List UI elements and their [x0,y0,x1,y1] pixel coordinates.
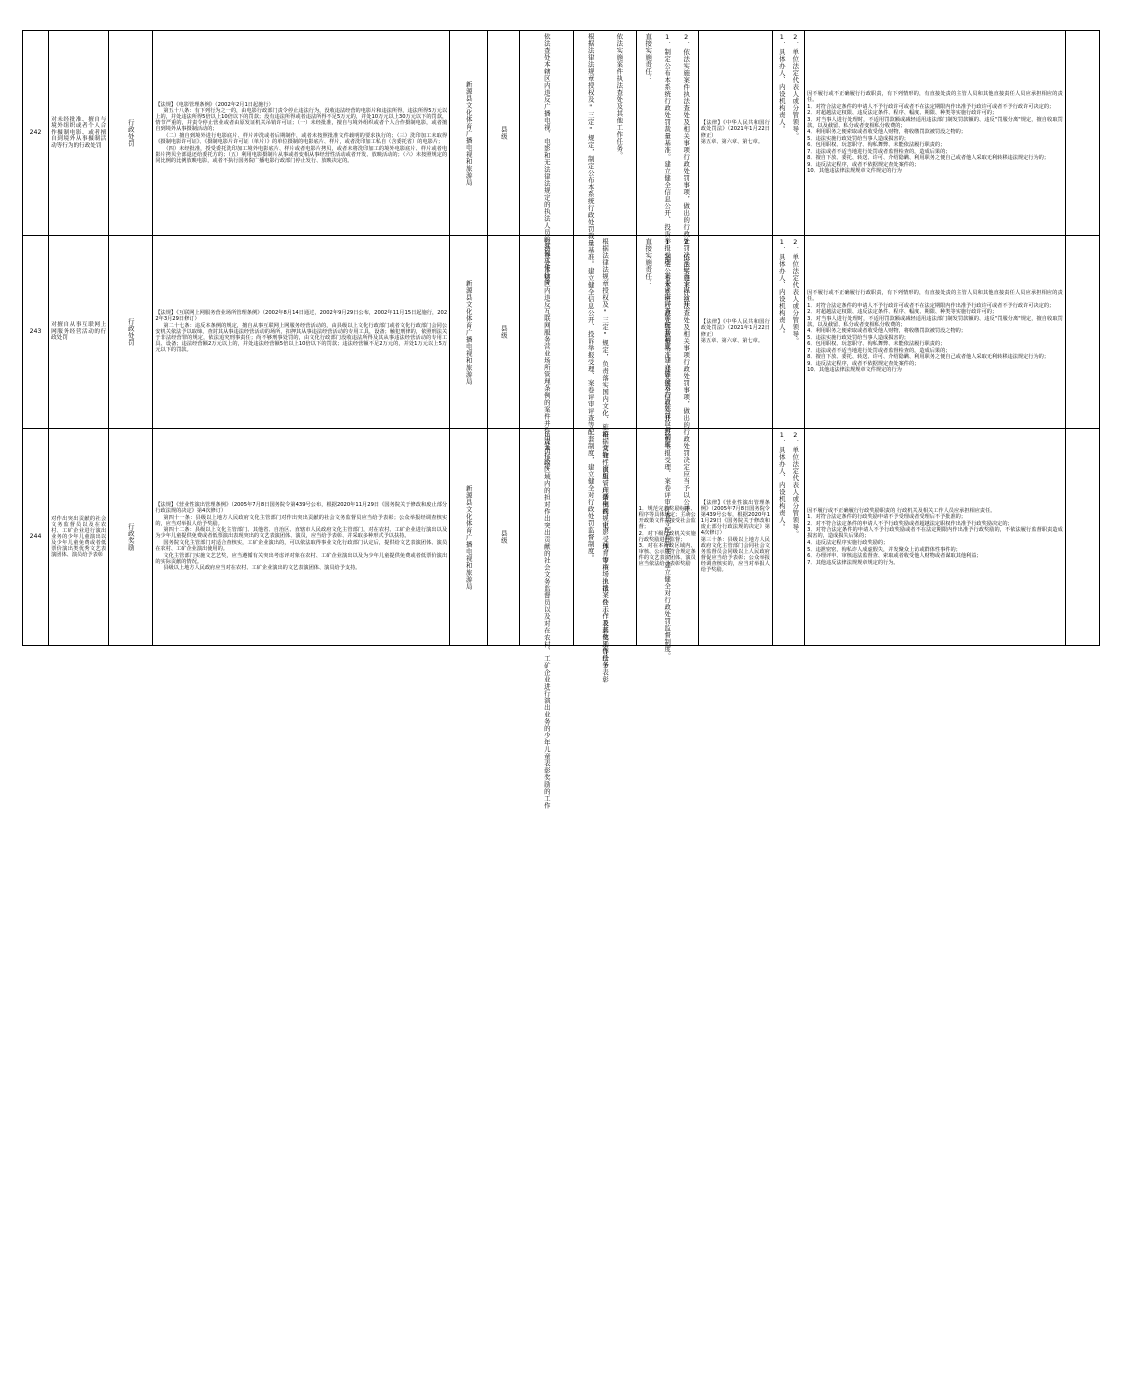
responsibility-table [22,30,1100,809]
legal-basis-line: 第四十二条：县级以上文化主管部门、其他省、自治区、直辖市人民政府文化主管部门，对在农村、工矿企业进行演出以及为少年儿童提供免费或者低票演出表现突出的文艺表演团体、演员，应当给予表彰、并采取多种形式予以扶持。 [155,527,448,540]
legal-basis-line: （四）未经批准，授受委托洗印加工境外电影底片、样片或者电影片拷贝，或者未将洗印加工的境外电影底片、样片或者电影片拷贝全部退还给委托方的；（五）利用电影摄制片从事或者变相从事经营性活动或者开发、放映活动的；（六）未按照规定的同比例的比例放映电影，或者不执行国务院广播电影行政部门停止发行、放映决定的。 [155,145,448,164]
category [109,429,153,646]
accountability-line: 4．利用职务之便索取或者收受他人财物，将收缴罚款被罚没之物的； [807,328,967,335]
duty-content-line: 根据营业性演出管理条例的规定，受理、审核、上报、公示、表彰奖励等给予表彰 [601,431,610,683]
level-text: 县级 [499,530,508,544]
accountability-line: 7．其他违反法律法规规章规定的行为。 [807,559,899,566]
accountability-line: 3．对符合法定条件的申请人不予行政奖励或者不在法定期限内作出准予行政奖励的，不依法履行监督职责造成损害的，造成损失后果的； [807,527,1063,540]
responsibility-line: 2．依法实施案件执法查处及相关事项行政处罚事项，做出的行政处罚决定应当予以公开。 [682,33,691,315]
accountability-line: 9．违反法定程序，或者不依据规定查处案件的； [807,161,920,168]
item-name-text: 对擅自从事互联网上网服务经营活动的行政处罚 [51,322,107,342]
legal-basis-line: 第二十七条：违反本条例的规定，擅自从事互联网上网服务经营活动的，由县级以上文化行政部门或者文化行政部门会同公安机关依法予以取缔，查封其从事违法经营活动的场所，扣押其从事违法经营活动的专用工具，设备；触犯刑律的，依照刑法关于非法经营罪的规定，依法追究刑事责任；尚不够刑事处罚的，由文化行政部门没收违法所得及其从事违法经营活动的专用工具、设备；违法经营额2万元以上的，并处违法经营额5倍以上10倍以下的罚款；违法经营额不足2万元的，并处1万元以上5万元以下的罚款。 [155,322,448,354]
category [109,236,153,429]
law-reference-line: 第五章、第六章、第七章。 [700,338,764,345]
accountability-line: 1．对符合法定条件的行政奖励申请不予受理或者受理后不予批准的； [807,514,967,521]
item-name [49,236,109,429]
accountability [805,429,1066,646]
legal-basis-line: 第五十八条：有下列行为之一的，由电影行政部门责令停止违法行为，没收违法经营的电影片和违法所得，违法所得5万元以上的，并处违法所得5倍以上10倍以下的罚款；没有违法所得或者违法所得不足5万元的，并处10万元以上30万元以下的罚款，情节严重的，并责令停止营业或者由原发证机关吊销许可证；（一）未经批准，擅自与境外组织或者个人合作摄制电影，或者擅自到境外从事摄制活动的； [155,108,448,133]
measures [773,236,805,429]
legal-basis-line: 【法规】《营业性演出管理条例》（2005年7月8日国务院令第439号公布，根据2020年11月29日《国务院关于修改和废止部分行政法规的决定》第4次修订） [155,502,448,515]
accountability [805,31,1066,236]
organization [450,31,488,236]
legal-basis [153,31,450,236]
legal-basis-line: 国务院文化主管部门对适合查核实，工矿企业演出的，可以依法取得事业文化行政部门认定后，提供给文艺表演团体、演员在农村、工矿企业演出使用的。 [155,540,448,553]
law-reference-line: 【法律】《营业性演出管理条例》（2005年7月8日国务院令第439号公布，根据2020年11月29日《国务院关于修改和废止部分行政法规的决定》第4次修订） [700,500,770,537]
duty-content [574,429,636,683]
accountability-line: 2．对不符合法定条件的申请人不予行政奖励或者超越法定职权作出准予行政奖励决定的； [807,520,1013,527]
category-text: 行政处罚 [126,119,135,147]
accountability-line: 4．利用职务之便索取或者收受他人财物，将收缴罚款被罚没之物的； [807,129,967,136]
responsibility-line: 直接实施责任： [644,33,653,82]
accountability-line: 5．违泄密密，徇私诈人成虚假失，并发聚众上访或群体性事件的； [807,546,961,553]
legal-basis-line: 县级以上地方人民政府应当对在农村、工矿企业演出的文艺表演团体、演员给予支持。 [163,565,361,572]
measures-line: 1．具体办人、内设机构责人。 [777,238,786,338]
remarks [1065,31,1099,236]
responsibility-line: 1．制定公布本系统行政处罚裁量基准。建立健全信息公开、投诉举报受理、案卷评审评查等配套制度，建立健全对行政处罚监督制度。 [663,238,672,660]
row-number: 243 [23,236,49,429]
accountability-line: 2．对超越法定权限、违反法定条件、程序、幅度、期限、种类等实施行政许可的； [807,309,998,316]
duty-content-line: 依法实施案件执法查处及其他工作任务。 [615,33,624,159]
duty-basis [520,429,574,809]
organization-text: 新源县文化体育广播电视和旅游局 [464,279,473,385]
table-row [23,236,1100,429]
accountability-line: 3．对当事人进行处理时，不适用罚款额或减轻适用违法部门制发罚款额的、违反"罚服分离"规定，擅自收取罚款，以及截留、私分或者变相私分收费的； [807,116,1063,129]
item-name-text: 对未经批准、擅自与境外组织或者个人合作摄制电影、或者擅自到境外从事摄制活动等行为的行政处罚 [51,116,107,149]
accountability-title: 因不履行或不正确履行行政职责，有下列情形的，有直接处责的主管人员和其他直接责任人员应承担相应的责任。 [807,91,1063,104]
category-text: 行政处罚 [126,318,135,346]
duty-content-line: 根据法律法规章授权及"三定"规定，负责落实国内文化、旅游、文物、出版、广播电视、电影、体育等市场执法案件工作及其他工作任务 [601,238,610,669]
law-reference-line: 第五章、第六章、第七章。 [700,139,764,146]
responsibility-line: 1．规范完善奖励标准、程序等具体规定；主动公开政策文件并接受社会监督； [638,506,696,531]
organization-text: 新源县文化体育广播电视和旅游局 [464,484,473,590]
measures-line: 1．具体办人、内设机构责人。 [777,33,786,133]
accountability-line: 2．对超越法定权限、违反法定条件、程序、幅度、期限、种类等实施行政许可的； [807,110,998,117]
legal-basis [153,429,450,646]
item-name-text: 对作出突出贡献的社会文务监督员以及在农村、工矿企业进行演出业务的少年儿童演出以及少年儿童免费或者低票价演出类优秀文艺表演团体、演员给予表彰 [51,515,107,559]
level [488,429,520,646]
accountability-line: 5．违法实施行政处罚给当事人造成损害的； [807,334,909,341]
accountability-line: 1．对符合法定条件的申请人不予行政许可或者不在法定期限内作出准予行政许可或者不予行政许可决定的； [807,103,1055,110]
legal-basis-line: （二）擅自到境外进行电影底片、样片冲洗或者后期制作，或者未按照批准文件载明的要求执行的；（三）洗印加工未取得《摄制电影许可证》、《摄制电影片许可证（单片）》的单位摄制的电影底片、样片，或者洗印加工私自（含委托省）的电影片； [155,133,448,146]
accountability-line: 10．其他违法律法规规章文件规定的行为 [807,367,902,374]
duty-basis-text: 依法查处本辖区内违反互联网服务营业场所管理条例的案件并作出处罚决定 [542,238,551,469]
level [488,236,520,429]
accountability-line: 4．违反法定程序实施行政奖励的； [807,540,889,547]
measures [773,429,805,646]
responsibility-line: 2．依法实施案件执法查处及相关事项行政处罚事项，做出的行政处罚决定应当予以公开。 [682,238,691,520]
category-text: 行政奖励 [126,523,135,551]
duty-basis [520,236,574,469]
measures-line: 2．单位法定代表人或分管领导。 [791,238,800,345]
responsibility-line: 2．对下级行政机关实施行政奖励进行监督； [638,530,696,543]
legal-basis-line: 【法规】《电影管理条例》（2002年2月1日起施行） [155,101,274,108]
accountability-line: 5．违法实施行政处罚给当事人造成损害的； [807,135,909,142]
level [488,31,520,236]
accountability-line: 10．其他违法律法规规章文件规定的行为 [807,168,902,175]
category [109,31,153,236]
measures-line: 1．具体办人、内设机构责人。 [777,431,786,531]
duty-basis-text: 依法查处本辖区内违反广播电视、电影和无法律法规定的执法人员的其他工作任务 [542,33,551,285]
measures-line: 2．单位法定代表人或分管领导。 [791,33,800,140]
level-text: 县级 [499,325,508,339]
law-reference-line: 第三十条：县级以上地方人民政府文化主管部门会同社会文务监督员会同级以上人民政府督促应当给予表彰；公众举报经调查核实的，应当对举报人给予奖励。 [700,537,770,574]
responsibility [636,31,698,455]
table-row [23,31,1100,236]
item-name [49,429,109,646]
organization [450,236,488,429]
accountability-line: 6．包用职权、玩忽职守、徇私舞弊、未能依法履行职责的； [807,142,946,149]
law-reference [698,236,772,429]
responsibility-line: 1．制定公布本系统行政处罚裁量基准。建立健全信息公开、投诉举报受理、案卷评审评查等配套制度，建立健全对行政处罚监督制度。 [663,33,672,455]
accountability-line: 8．擅自下放、委托、转送、许可、介绍隐瞒、利用职务之便自己或者他人采取无利转移违法规定行为的； [807,155,1050,162]
accountability [805,236,1066,429]
legal-basis-line: 文化主管部门实施文艺艺奖，应当遵循有关突出考虑评对象在农村、工矿企业演出以及为少年儿童提供免费或者低票价演出的实际贡献的情况。 [155,552,448,565]
accountability-line: 3．对当事人进行处理时，不适用罚款额或减轻适用违法部门制发罚款额的、违反"罚服分离"规定，擅自收取罚款，以及截留、私分或者变相私分收费的； [807,315,1063,328]
duty-basis-text: 负责本行政区域内的担对作出突出贡献的社会文务监督员以及对在农村、工矿企业进行演出业务的少年儿童表彰奖励的工作 [542,431,551,809]
accountability-line: 7．违法或者不适当地进行处罚或者监督检查的，造成后果的； [807,148,951,155]
accountability-line: 8．擅自下放、委托、转送、许可、介绍隐瞒、利用职务之便自己或者他人采取无利转移违法规定行为的； [807,354,1050,361]
remarks [1065,429,1099,646]
law-reference-line: 【法律】《中华人民共和国行政处罚法》（2021年1月22日修正） [700,319,770,338]
accountability-title: 因不履行或不正确履行行政奖励职责的 行政机关及相关工作人员应承担相应责任。 [807,507,996,514]
law-reference [698,429,772,646]
measures [773,31,805,236]
law-reference-line: 【法律】《中华人民共和国行政处罚法》（2021年1月22日修正） [700,120,770,139]
item-name [49,31,109,236]
organization-text: 新源县文化体育广播电视和旅游局 [464,80,473,186]
legal-basis-line: 【法规】《互联网上网服务营业场所管理条例》（2002年8月14日通过，2002年9月29日公布，2002年11月15日起施行，2022年3月29日修订） [155,310,448,323]
responsibility-line: 3．对在本行政区域内、审核、公示等符合规定条件的文艺表演团体、演员应当依法给予表彰奖励 [638,543,696,568]
accountability-line: 7．违法或者不适当地进行处罚或者监督检查的，造成后果的； [807,347,951,354]
level-text: 县级 [499,126,508,140]
duty-content-line: 根据法律法规章授权及"三定"规定，制定公布本系统行政处罚裁量基准。建立健全信息公开、投诉举报受理、案卷评审评查等配套制度，建立健全对行政处罚监督制度。 [586,33,595,562]
law-reference [698,31,772,236]
accountability-title: 因不履行或不正确履行行政职责，有下列情形的，有直接处责的主管人员和其他直接责任人员应承担相应的责任。 [807,290,1063,303]
table-row [23,429,1100,646]
measures-line: 2．单位法定代表人或分管领导。 [791,431,800,538]
accountability-line: 6．办理评申、审核违法监督查、索取或者收受他人财物或者谋取其他利益； [807,553,982,560]
legal-basis-line: 第四十一条：县级以上地方人民政府文化主管部门对作出突出贡献的社会文务监督员应当给予表彰；公众举报经调查核实的，应当对举报人给予奖励。 [155,514,448,527]
organization [450,429,488,646]
legal-basis [153,236,450,429]
remarks [1065,236,1099,429]
row-number: 244 [23,429,49,646]
accountability-line: 9．违反法定程序，或者不依据规定查处案件的； [807,360,920,367]
duty-basis [520,31,574,285]
accountability-line: 6．包用职权、玩忽职守、徇私舞弊、未能依法履行职责的； [807,341,946,348]
accountability-line: 1．对符合法定条件的申请人不予行政许可或者不在法定期限内作出准予行政许可或者不予行政许可决定的； [807,302,1055,309]
responsibility-line: 直接实施责任： [644,238,653,287]
row-number: 242 [23,31,49,236]
